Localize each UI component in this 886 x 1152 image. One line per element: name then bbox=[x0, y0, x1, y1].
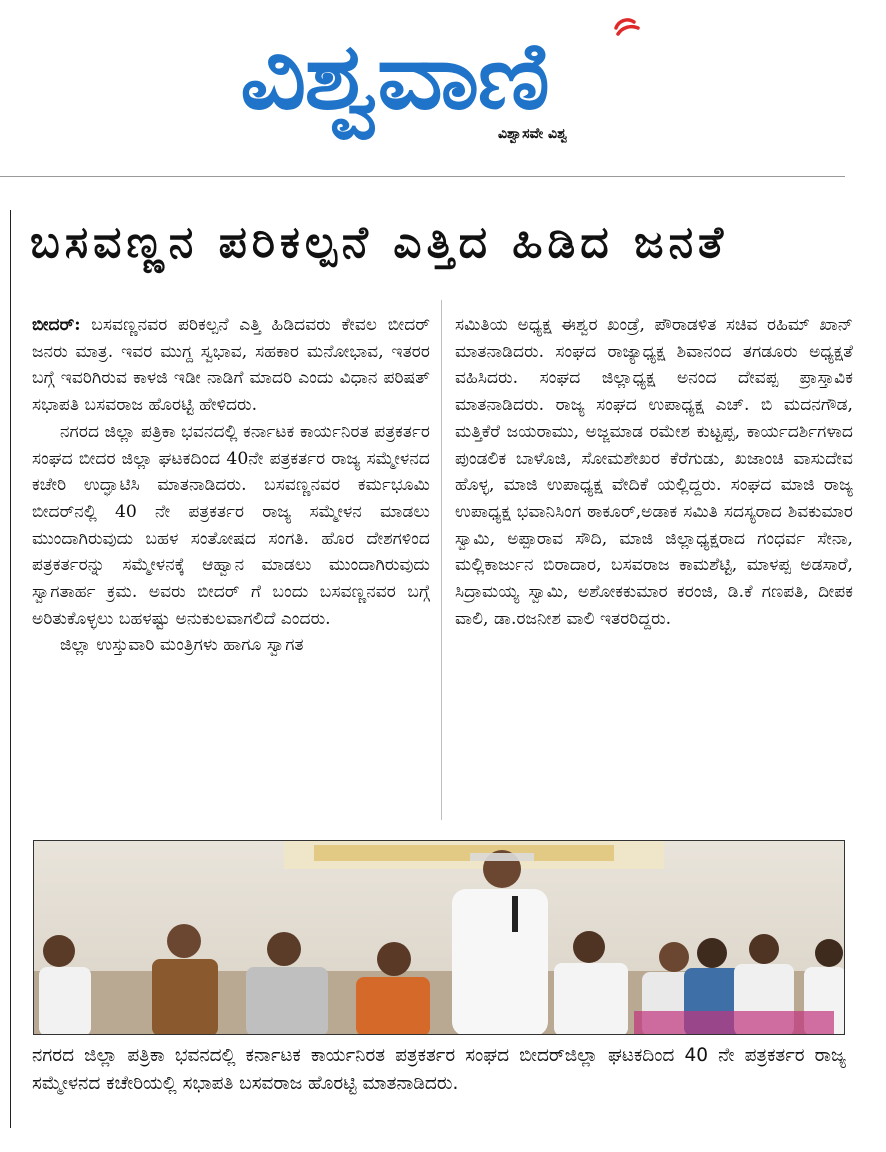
signal-swoosh-icon bbox=[612, 16, 642, 46]
article-column-right bbox=[455, 312, 853, 632]
masthead bbox=[0, 0, 886, 176]
article-paragraph bbox=[32, 312, 430, 419]
article-paragraph: ನಗರದ ಜಿಲ್ಲಾ ಪತ್ರಿಕಾ ಭವನದಲ್ಲಿ ಕರ್ನಾಟಕ ಕಾರ್ಯನಿರತ ಪತ್ರಕರ್ತರ ಸಂಘದ ಬೀದರ ಜಿಲ್ಲಾ ಘಟಕದಿಂದ 40ನೇ ಪತ್ರಕರ್ತರ ರಾಜ್ಯ ಸಮ್ಮೇಳನದ ಕಚೇರಿ ಉದ್ಘಾಟಿಸಿ ಮಾತನಾಡಿದರು. ಬಸವಣ್ಣನವರ ಕರ್ಮಭೂಮಿ ಬೀದರ್‌ನಲ್ಲಿ 40 ನೇ ಪತ್ರಕರ್ತರ ರಾಜ್ಯ ಸಮ್ಮೇಳನ ಮಾಡಲು ಮುಂದಾಗಿರುವುದು ಬಹಳ ಸಂತೋಷದ ಸಂಗತಿ. ಹೊರ ದೇಶಗಳಿಂದ ಪತ್ರಕರ್ತರನ್ನು ಸಮ್ಮೇಳನಕ್ಕೆ ಆಹ್ವಾನ ಮಾಡಲು ಮುಂದಾಗಿರುವುದು ಸ್ವಾಗತಾರ್ಹ ಕ್ರಮ. ಅವರು ಬೀದರ್ ಗೆ ಬಂದು ಬಸವಣ್ಣನವರ ಬಗ್ಗೆ ಅರಿತುಕೊಳ್ಳಲು ಬಹಳಷ್ಟು ಅನುಕುಲವಾಗಲಿದೆ ಎಂದರು. bbox=[32, 421, 430, 629]
photo-caption: ನಗರದ ಜಿಲ್ಲಾ ಪತ್ರಿಕಾ ಭವನದಲ್ಲಿ ಕರ್ನಾಟಕ ಕಾರ್ಯನಿರತ ಪತ್ರಕರ್ತರ ಸಂಘದ ಬೀದರ್‌ಜಿಲ್ಲಾ ಘಟಕದಿಂದ 40 ನೇ ಪತ್ರಕರ್ತರ ರಾಜ್ಯ ಸಮ್ಮೇಳನದ ಕಚೇರಿಯಲ್ಲಿ ಸಭಾಪತಿ ಬಸವರಾಜ ಹೊರಟ್ಟಿ ಮಾತನಾಡಿದರು. bbox=[32, 1045, 846, 1094]
masthead-tagline: ವಿಶ್ವಾಸವೇ ವಿಶ್ವ bbox=[498, 126, 568, 142]
article-paragraph: ಜಿಲ್ಲಾ ಉಸ್ತುವಾರಿ ಮಂತ್ರಿಗಳು ಹಾಗೂ ಸ್ವಾಗತ bbox=[60, 635, 304, 656]
column-divider bbox=[441, 300, 442, 820]
press-meet-photo-illustration bbox=[34, 841, 845, 1035]
article-column-left bbox=[32, 312, 430, 659]
masthead-divider bbox=[0, 176, 845, 177]
article-headline: ಬಸವಣ್ಣನ ಪರಿಕಲ್ಪನೆ ಎತ್ತಿದ ಹಿಡಿದ ಜನತೆ bbox=[30, 217, 729, 268]
article-photo bbox=[33, 840, 845, 1035]
paragraph-text: ಬಸವಣ್ಣನವರ ಪರಿಕಲ್ಪನೆ ಎತ್ತಿ ಹಿಡಿದವರು ಕೇವಲ ಬೀದರ್ ಜನರು ಮಾತ್ರ. ಇವರ ಮುಗ್ದ ಸ್ವಭಾವ, ಸಹಕಾರ ಮನೋಭಾವ, ಇತರರ ಬಗ್ಗೆ ಇವರಿಗಿರುವ ಕಾಳಜಿ ಇಡೀ ನಾಡಿಗೆ ಮಾದರಿ ಎಂದು ವಿಧಾನ ಪರಿಷತ್ ಸಭಾಪತಿ ಬಸವರಾಜ ಹೊರಟ್ಟಿ ಹೇಳಿದರು. bbox=[32, 315, 430, 416]
newspaper-logo[interactable]: ವಿಶ್ವವಾಣಿ bbox=[240, 23, 548, 130]
article-frame-line bbox=[10, 210, 11, 1128]
article-dateline: ಬೀದರ್: bbox=[32, 315, 81, 335]
article-paragraph: ಸಮಿತಿಯ ಅಧ್ಯಕ್ಷ ಈಶ್ವರ ಖಂಡ್ರೆ, ಪೌರಾಡಳಿತ ಸಚಿವ ರಹಿಮ್ ಖಾನ್ ಮಾತನಾಡಿದರು. ಸಂಘದ ರಾಜ್ಯಾಧ್ಯಕ್ಷ ಶಿವಾನಂದ ತಗಡೂರು ಅಧ್ಯಕ್ಷತೆ ವಹಿಸಿದರು. ಸಂಘದ ಜಿಲ್ಲಾಧ್ಯಕ್ಷ ಅನಂದ ದೇವಪ್ಪ ಪ್ರಾಸ್ತಾವಿಕ ಮಾತನಾಡಿದರು. ರಾಜ್ಯ ಸಂಘದ ಉಪಾಧ್ಯಕ್ಷ ಎಚ್. ಬಿ ಮದನಗೌಡ, ಮತ್ತಿಕೆರೆ ಜಯರಾಮು, ಅಜ್ಜಮಾಡ ರಮೇಶ ಕುಟ್ಟಪ್ಪ, ಕಾರ್ಯದರ್ಶಿಗಳಾದ ಪುಂಡಲಿಕ ಬಾಳೊಜಿ, ಸೋಮಶೇಖರ ಕೆರೆಗುಡು, ಖಜಾಂಚಿ ವಾಸುದೇವ ಹೊಳ್ಳ, ಮಾಜಿ ಉಪಾಧ್ಯಕ್ಷ ವೇದಿಕೆ ಯಲ್ಲಿದ್ದರು. ಸಂಘದ ಮಾಜಿ ರಾಜ್ಯ ಉಪಾಧ್ಯಕ್ಷ ಭವಾನಿಸಿಂಗ ಠಾಕೂರ್,ಅಡಾಕ ಸಮಿತಿ ಸದಸ್ಯರಾದ ಶಿವಕುಮಾರ ಸ್ವಾಮಿ, ಅಪ್ಪಾರಾವ ಸೌದಿ, ಮಾಜಿ ಜಿಲ್ಲಾಧ್ಯಕ್ಷರಾದ ಗಂಧರ್ವ ಸೇನಾ, ಮಲ್ಲಿಕಾರ್ಜುನ ಬಿರಾದಾರ, ಬಸವರಾಜ ಕಾಮಶೆಟ್ಟಿ, ಮಾಳಪ್ಪ ಅಡಸಾರೆ, ಸಿದ್ರಾಮಯ್ಯ ಸ್ವಾಮಿ, ಅಶೋಕಕುಮಾರ ಕರಂಜಿ, ಡಿ.ಕೆ ಗಣಪತಿ, ದೀಪಕ ವಾಲಿ, ಡಾ.ರಜನೀಶ ವಾಲಿ ಇತರರಿದ್ದರು. bbox=[455, 315, 853, 629]
